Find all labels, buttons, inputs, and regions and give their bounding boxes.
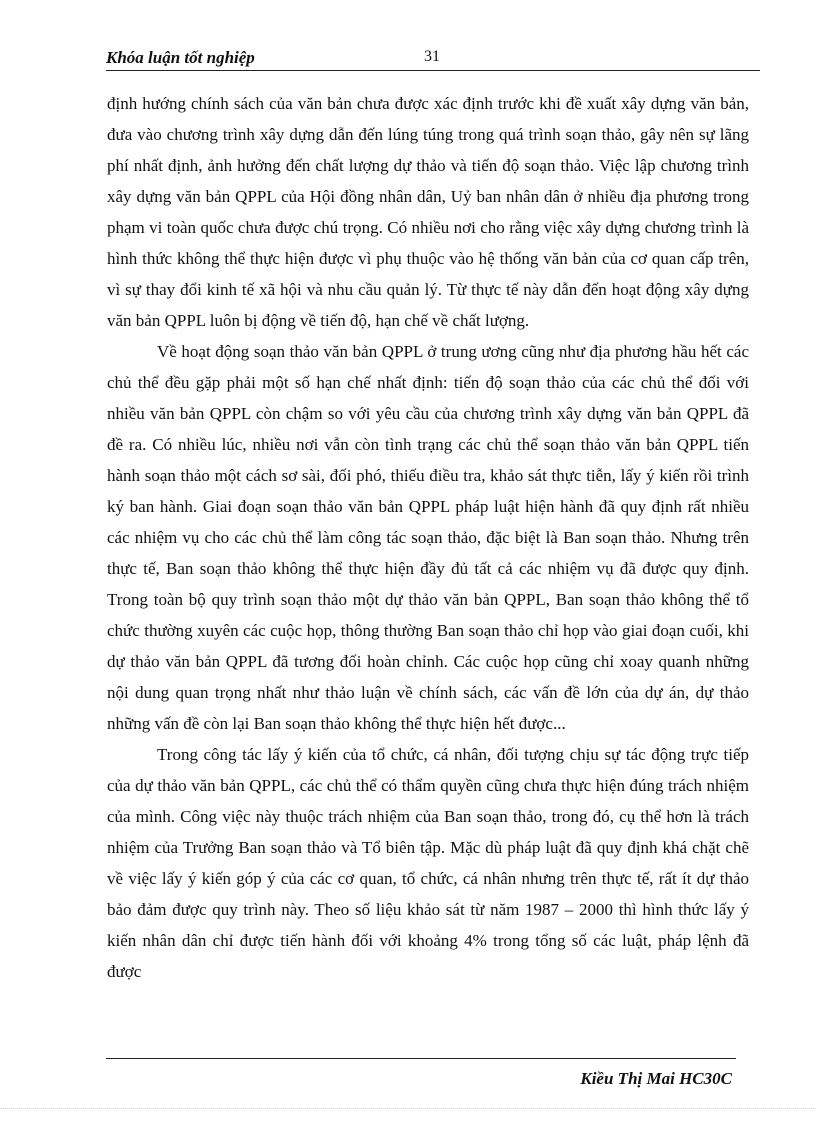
- header-title: Khóa luận tốt nghiệp: [106, 48, 255, 67]
- footer-divider: [106, 1058, 736, 1059]
- paragraph-2: Về hoạt động soạn thảo văn bản QPPL ở trung ương cũng như địa phương hầu hết các chủ thể đều gặp phải một số hạn chế nhất định: tiến độ soạn thảo của các chủ thể đối với nhiều văn bản QPPL còn chậm so với yêu cầu của chương trình xây dựng văn bản QPPL đã đề ra. Có nhiều lúc, nhiều nơi vẫn còn tình trạng các chủ thể soạn thảo văn bản QPPL tiến hành soạn thảo một cách sơ sài, đối phó, thiếu điều tra, khảo sát thực tiễn, lấy ý kiến rồi trình ký ban hành. Giai đoạn soạn thảo văn bản QPPL pháp luật hiện hành đã quy định rất nhiều các nhiệm vụ cho các chủ thể làm công tác soạn thảo, đặc biệt là Ban soạn thảo. Nhưng trên thực tế, Ban soạn thảo không thể thực hiện đầy đủ tất cả các nhiệm vụ đã được quy định. Trong toàn bộ quy trình soạn thảo một dự thảo văn bản QPPL, Ban soạn thảo không thể tổ chức thường xuyên các cuộc họp, thông thường Ban soạn thảo chỉ họp vào giai đoạn cuối, khi dự thảo văn bản QPPL đã tương đối hoàn chỉnh. Các cuộc họp cũng chỉ xoay quanh những nội dung quan trọng nhất như thảo luận về chính sách, các vấn đề lớn của dự án, dự thảo những vấn đề còn lại Ban soạn thảo không thể thực hiện hết được...: [107, 342, 749, 733]
- paragraph-3: Trong công tác lấy ý kiến của tổ chức, cá nhân, đối tượng chịu sự tác động trực tiếp của dự thảo văn bản QPPL, các chủ thể có thẩm quyền cũng chưa thực hiện đúng trách nhiệm của mình. Công việc này thuộc trách nhiệm của Ban soạn thảo, trong đó, cụ thể hơn là trách nhiệm của Trưởng Ban soạn thảo và Tổ biên tập. Mặc dù pháp luật đã quy định khá chặt chẽ về việc lấy ý kiến góp ý của các cơ quan, tổ chức, cá nhân nhưng trên thực tế, rất ít dự thảo bảo đảm được quy trình này. Theo số liệu khảo sát từ năm 1987 – 2000 thì hình thức lấy ý kiến nhân dân chỉ được tiến hành đối với khoảng 4% trong tổng số các luật, pháp lệnh đã được: [107, 745, 749, 981]
- footer-author: Kiều Thị Mai HC30C: [580, 1069, 732, 1088]
- page-edge: [0, 1108, 816, 1109]
- page-number: 31: [424, 48, 440, 65]
- paragraph-1: định hướng chính sách của văn bản chưa được xác định trước khi đề xuất xây dựng văn bản, đưa vào chương trình xây dựng dẫn đến lúng túng trong quá trình soạn thảo, gây nên sự lãng phí nhất định, ảnh hưởng đến chất lượng dự thảo và tiến độ soạn thảo. Việc lập chương trình xây dựng văn bản QPPL của Hội đồng nhân dân, Uỷ ban nhân dân ở nhiều địa phương trong phạm vi toàn quốc chưa được chú trọng. Có nhiều nơi cho rằng việc xây dựng chương trình là hình thức không thể thực hiện được vì phụ thuộc vào hệ thống văn bản của cơ quan cấp trên, vì sự thay đổi kinh tế xã hội và nhu cầu quản lý. Từ thực tế này dẫn đến hoạt động xây dựng văn bản QPPL luôn bị động về tiến độ, hạn chế về chất lượng.: [107, 94, 749, 330]
- header-divider: [106, 70, 760, 71]
- body-text: [107, 88, 749, 987]
